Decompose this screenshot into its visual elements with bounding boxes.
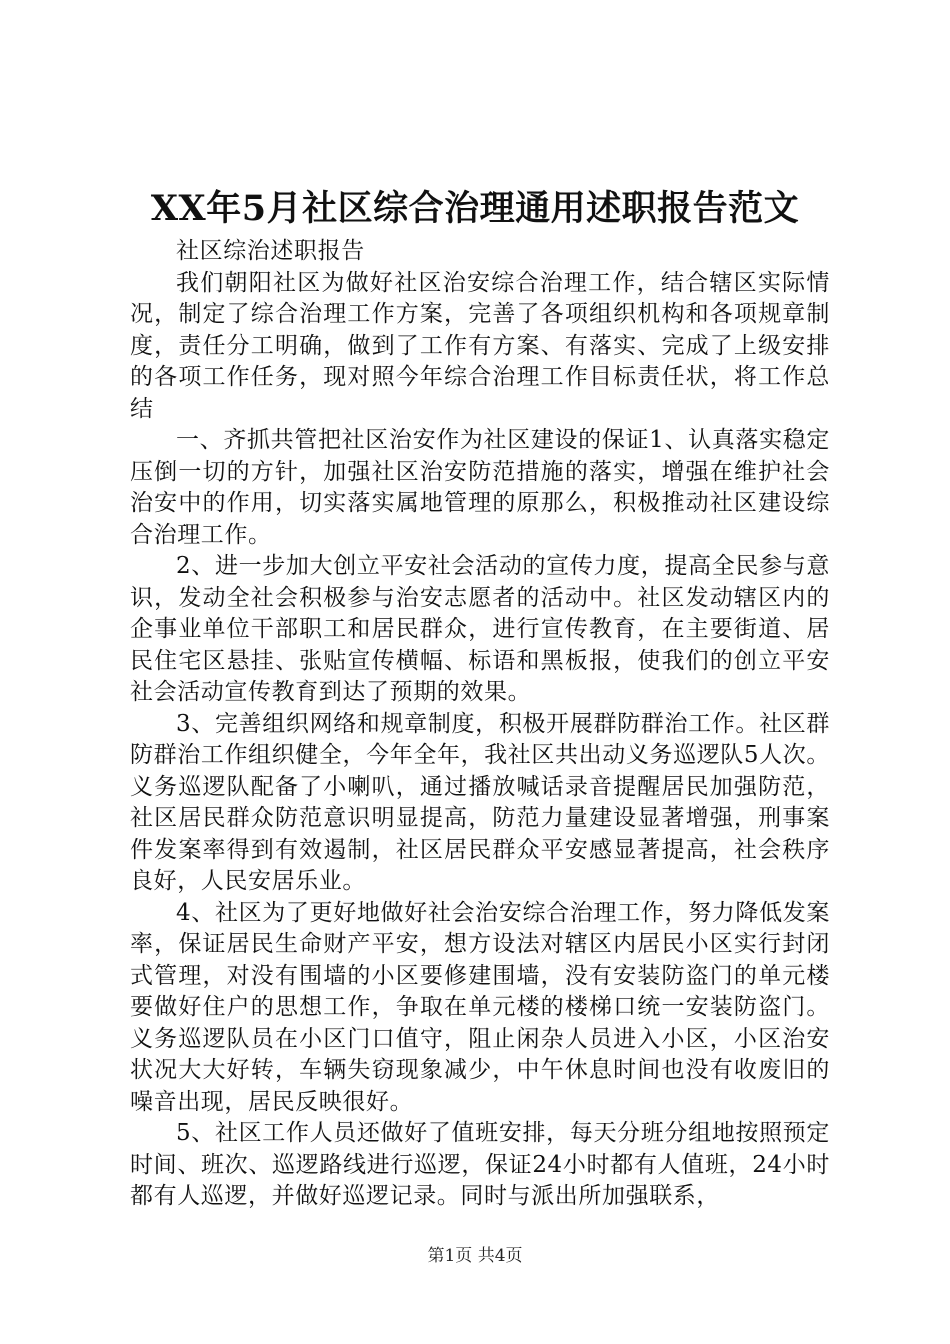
paragraph-intro: 我们朝阳社区为做好社区治安综合治理工作，结合辖区实际情况，制定了综合治理工作方案，完善了各项组织机构和各项规章制度，责任分工明确，做到了工作有方案、有落实、完成了上级安排的各项工作任务，现对照今年综合治理工作目标责任状，将工作总结 bbox=[130, 269, 830, 422]
paragraph-item-5: 5、社区工作人员还做好了值班安排，每天分班分组地按照预定时间、班次、巡逻路线进行巡逻，保证24小时都有人值班，24小时都有人巡逻，并做好巡逻记录。同时与派出所加强联系， bbox=[130, 1120, 830, 1209]
page-number-footer: 第1页 共4页 bbox=[427, 1246, 523, 1266]
paragraph-item-4: 4、社区为了更好地做好社会治安综合治理工作，努力降低发案率，保证居民生命财产平安，想方设法对辖区内居民小区实行封闭式管理，对没有围墙的小区要修建围墙，没有安装防盗门的单元楼要做好住户的思想工作，争取在单元楼的楼梯口统一安装防盗门。义务巡逻队员在小区门口值守，阻止闲杂人员进入小区，小区治安状况大大好转，车辆失窃现象减少，中午休息时间也没有收废旧的噪音出现，居民反映很好。 bbox=[130, 899, 830, 1115]
paragraph-item-2: 2、进一步加大创立平安社会活动的宣传力度，提高全民参与意识，发动全社会积极参与治安志愿者的活动中。社区发动辖区内的企事业单位干部职工和居民群众，进行宣传教育，在主要街道、居民住宅区悬挂、张贴宣传横幅、标语和黑板报，使我们的创立平安社会活动宣传教育到达了预期的效果。 bbox=[130, 553, 830, 705]
report-subtitle: 社区综治述职报告 bbox=[176, 238, 365, 264]
document-body bbox=[130, 236, 830, 1213]
paragraph-item-3: 3、完善组织网络和规章制度，积极开展群防群治工作。社区群防群治工作组织健全，今年全年，我社区共出动义务巡逻队5人次。义务巡逻队配备了小喇叭，通过播放喊话录音提醒居民加强防范，社区居民群众防范意识明显提高，防范力量建设显著增强，刑事案件发案率得到有效遏制，社区居民群众平安感显著提高，社会秩序良好，人民安居乐业。 bbox=[130, 710, 830, 894]
paragraph-section-1: 一、齐抓共管把社区治安作为社区建设的保证1、认真落实稳定压倒一切的方针，加强社区治安防范措施的落实，增强在维护社会治安中的作用，切实落实属地管理的原那么，积极推动社区建设综合治理工作。 bbox=[130, 427, 830, 548]
document-title: XX年5月社区综合治理通用述职报告范文 bbox=[150, 188, 800, 229]
